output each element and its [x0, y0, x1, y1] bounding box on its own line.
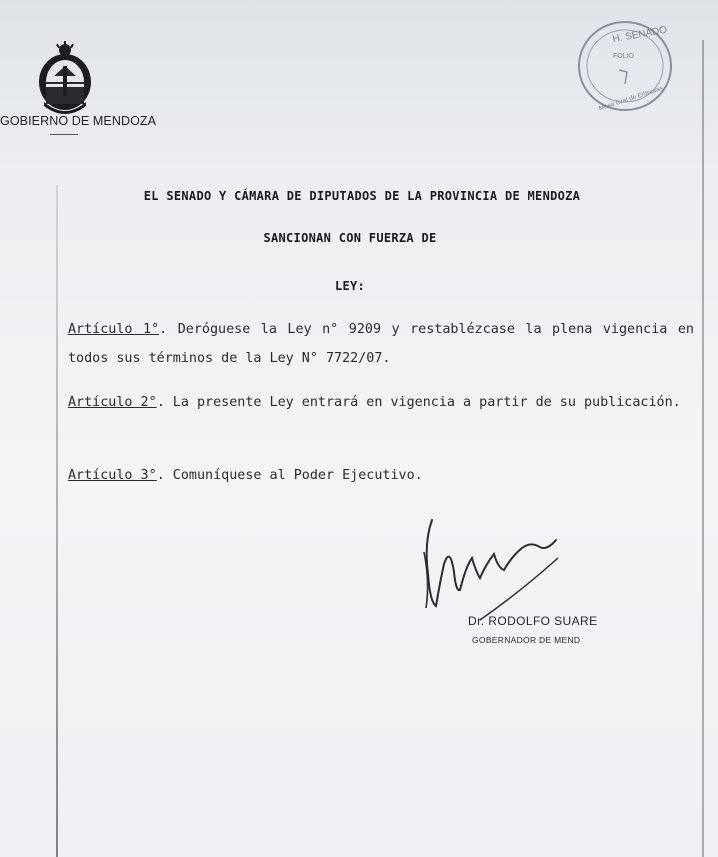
article-3: [68, 461, 694, 490]
handwritten-signature: [410, 512, 570, 627]
legislature-heading: EL SENADO Y CÁMARA DE DIPUTADOS DE LA PROVINCIA DE MENDOZA: [143, 189, 581, 203]
issuer-underline: [50, 134, 78, 135]
senate-folio-stamp: [575, 18, 675, 114]
sanction-heading: SANCIONAN CON FUERZA DE: [263, 231, 437, 245]
article-2-text: . La presente Ley entrará en vigencia a partir de su publicación.: [156, 395, 681, 410]
article-2-label: Artículo 2°: [68, 395, 157, 410]
stamp-title-text: H. SENADO: [611, 24, 668, 46]
stamp-office-text: Mesa Gral de Entradas: [598, 85, 664, 113]
article-1: [68, 315, 694, 373]
stamp-folio-text: FOLIO: [613, 53, 635, 60]
signatory-name: Dr. RODOLFO SUARE: [468, 614, 598, 628]
article-2: [68, 388, 694, 417]
signatory-title: GOBERNADOR DE MEND: [472, 635, 581, 645]
issuer-label: GOBIERNO DE MENDOZA: [0, 114, 157, 128]
article-1-label: Artículo 1°: [68, 322, 160, 337]
law-heading: LEY:: [334, 279, 366, 293]
article-3-label: Artículo 3°: [68, 468, 157, 483]
article-1-text: . Deróguese la Ley n° 9209 y restablézcase la plena vigencia en todos sus términos de la Ley N° 7722/07.: [68, 322, 694, 366]
coat-of-arms-logo: [34, 40, 96, 116]
article-3-text: . Comuníquese al Poder Ejecutivo.: [156, 468, 423, 483]
